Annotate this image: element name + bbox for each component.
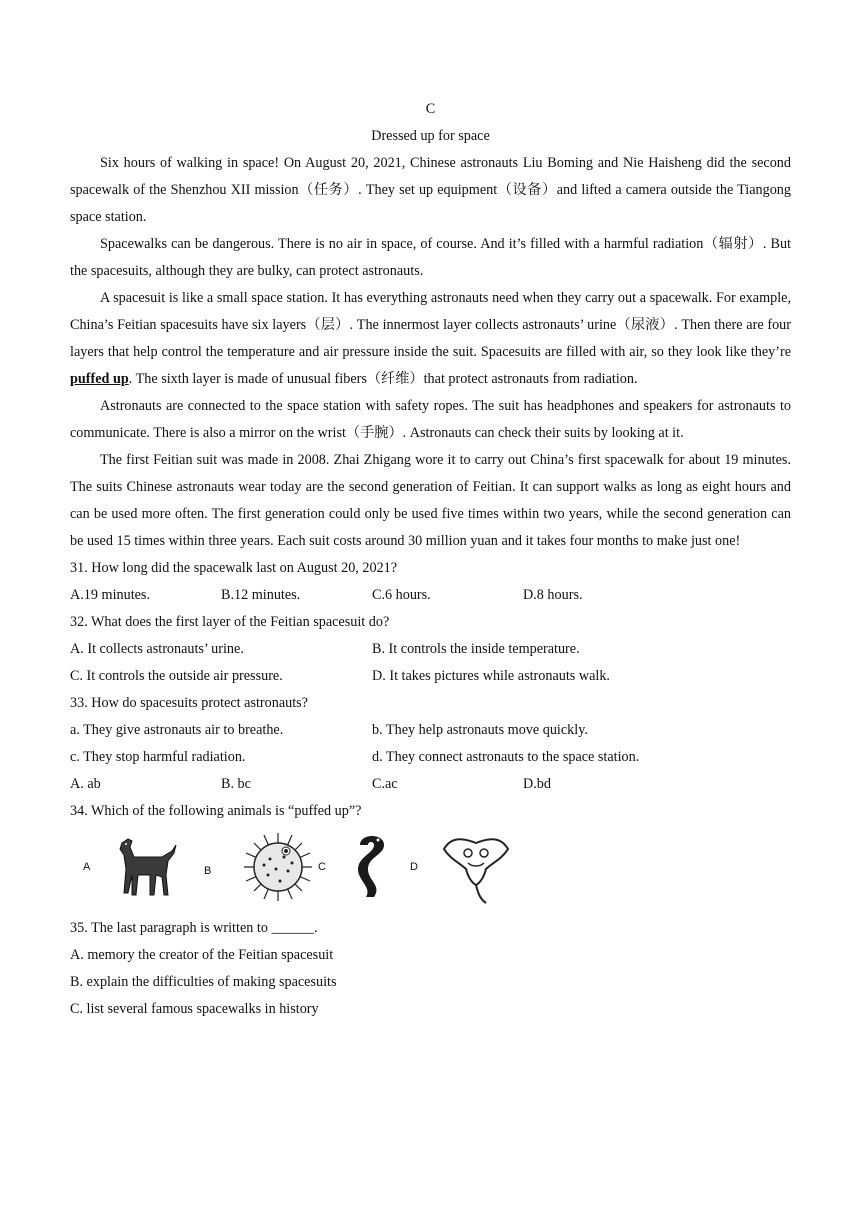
q32-option-b[interactable]: B. It controls the inside temperature.	[372, 641, 580, 657]
keyword-puffed-up: puffed up	[70, 371, 129, 387]
question-31-stem: 31. How long did the spacewalk last on August 20, 2021?	[70, 560, 398, 576]
q33-statement-d: d. They connect astronauts to the space station.	[372, 749, 640, 765]
q31-option-d[interactable]: D.8 hours.	[523, 587, 583, 603]
paragraph-5: The first Feitian suit was made in 2008. Zhai Zhigang wore it to carry out China’s first spacewalk for about 19 minutes. The suits Chinese astronauts wear today are the second generation of Feitian. It can support walks as long as eight hours and can be used more often. The first generation could only be used five times within two years, while the second generation can be used 15 times within three years. Each suit costs around 30 million yuan and it takes four months to make just one!	[70, 452, 791, 549]
question-31-options	[70, 582, 791, 609]
q35-option-b[interactable]: B. explain the difficulties of making spacesuits	[70, 974, 337, 990]
paragraph-3-text-after: . The sixth layer is made of unusual fibers（纤维）that protect astronauts from radiation.	[128, 371, 638, 387]
q33-option-a[interactable]: A. ab	[70, 776, 101, 792]
q33-option-b[interactable]: B. bc	[221, 776, 251, 792]
stingray-image[interactable]	[440, 829, 512, 905]
worksheet-page	[70, 96, 791, 1023]
question-33-statements-row-2	[70, 744, 791, 771]
q33-option-c[interactable]: C.ac	[372, 776, 398, 792]
pufferfish-image[interactable]	[240, 829, 316, 905]
q35-option-c[interactable]: C. list several famous spacewalks in history	[70, 1001, 319, 1017]
q34-label-a: A	[83, 861, 91, 873]
q34-label-c: C	[318, 861, 326, 873]
q35-option-a[interactable]: A. memory the creator of the Feitian spacesuit	[70, 947, 334, 963]
question-33-statements-row-1	[70, 717, 791, 744]
question-32-options-row-2	[70, 663, 791, 690]
q31-option-a[interactable]: A.19 minutes.	[70, 587, 150, 603]
question-33-options	[70, 771, 791, 798]
q31-option-c[interactable]: C.6 hours.	[372, 587, 431, 603]
q32-option-c[interactable]: C. It controls the outside air pressure.	[70, 668, 283, 684]
q31-option-b[interactable]: B.12 minutes.	[221, 587, 301, 603]
paragraph-3	[70, 285, 791, 393]
q34-label-d: D	[410, 861, 418, 873]
passage-title: Dressed up for space	[371, 128, 490, 144]
snake-image[interactable]	[346, 831, 396, 903]
question-34-images	[70, 825, 791, 915]
question-32-stem: 32. What does the first layer of the Feitian spacesuit do?	[70, 614, 390, 630]
paragraph-1: Six hours of walking in space! On August 20, 2021, Chinese astronauts Liu Boming and Nie Haisheng did the second spacewalk of the Shenzhou XII mission（任务）. They set up equipment（设备）and lifted a camera outside the Tiangong space station.	[70, 155, 791, 225]
q33-statement-c: c. They stop harmful radiation.	[70, 749, 246, 765]
question-34-stem: 34. Which of the following animals is “puffed up”?	[70, 803, 362, 819]
q33-option-d[interactable]: D.bd	[523, 776, 551, 792]
q34-label-b: B	[204, 865, 212, 877]
q32-option-a[interactable]: A. It collects astronauts’ urine.	[70, 641, 244, 657]
paragraph-4: Astronauts are connected to the space station with safety ropes. The suit has headphones and speakers for astronauts to communicate. There is also a mirror on the wrist（手腕）. Astronauts can check their suits by looking at it.	[70, 398, 791, 441]
question-33-stem: 33. How do spacesuits protect astronauts?	[70, 695, 308, 711]
q33-statement-a: a. They give astronauts air to breathe.	[70, 722, 284, 738]
dog-image[interactable]	[114, 835, 186, 905]
q32-option-d[interactable]: D. It takes pictures while astronauts walk.	[372, 668, 610, 684]
question-35-stem: 35. The last paragraph is written to ______.	[70, 920, 318, 936]
q33-statement-b: b. They help astronauts move quickly.	[372, 722, 588, 738]
question-32-options-row-1	[70, 636, 791, 663]
section-letter: C	[425, 101, 436, 117]
paragraph-2: Spacewalks can be dangerous. There is no air in space, of course. And it’s filled with a harmful radiation（辐射）. But the spacesuits, although they are bulky, can protect astronauts.	[70, 236, 791, 279]
paragraph-3-text-before: A spacesuit is like a small space station. It has everything astronauts need when they carry out a spacewalk. For example, China’s Feitian spacesuits have six layers（层）. The innermost layer collects astronauts’ urine（尿液）. Then there are four layers that help control the temperature and air pressure inside the suit. Spacesuits are filled with air, so they look like they’re	[70, 290, 791, 360]
